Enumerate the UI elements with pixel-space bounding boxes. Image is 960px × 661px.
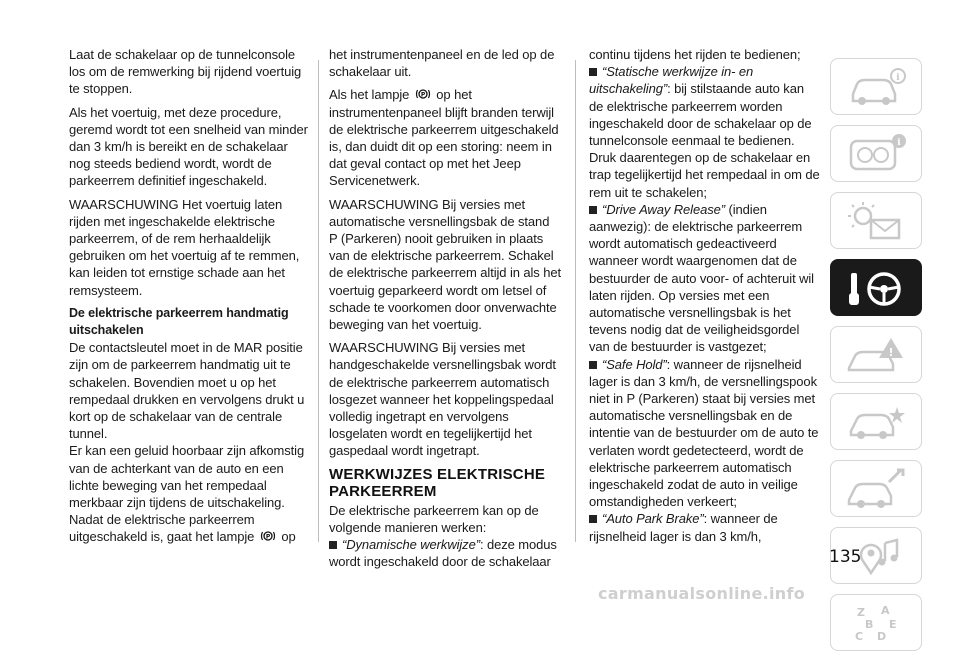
bullet-icon [589, 206, 597, 214]
text-column-1 [69, 46, 309, 546]
bullet-text: : bij stilstaande auto kan de elektrische parkeerrem worden ingeschakeld door de schakelaar op de tunnelconsole eenmaal te bedienen. Druk daarentegen op de schakelaar en trap tegelijkertijd het rempedaal in om de rem uit te schakelen; [589, 81, 820, 200]
bullet-title: “Safe Hold” [602, 356, 667, 372]
bullet-icon [329, 541, 337, 549]
bullet-icon [589, 68, 597, 76]
brake-warning-icon [260, 530, 276, 542]
svg-text:B: B [865, 617, 874, 631]
tab-starting-driving[interactable] [830, 259, 922, 316]
chapter-tabs [830, 58, 922, 661]
bullet-title: “Statische werkwijze in- en uitschakeling” [589, 64, 754, 97]
paragraph-text: op [281, 529, 296, 545]
car-emergency-icon [841, 399, 911, 445]
subheading: De elektrische parkeerrem handmatig uitschakelen [69, 305, 289, 338]
warning-paragraph: WAARSCHUWING Bij versies met handgeschakelde versnellingsbak wordt de elektrische parkeerrem automatisch losgezet wanneer het koppelingspedaal volledig ingetrapt en vervolgens losgelaten wordt en tegelijkertijd het gaspedaal wordt ingetrapt. [329, 340, 556, 459]
key-steering-icon [841, 265, 911, 311]
bullet-text: : wanneer de rijsnelheid lager is dan 3 km/h, de versnellingspook niet in P (Parkeren) staat bij versies met automatische versnellingsbak en de intentie van de bestuurder om de auto te verlaten wordt gedetecteerd, wordt de elektrische parkeerrem automatisch ingeschakeld zodat de auto in veilige omstandigheden verkeert; [589, 356, 819, 510]
paragraph: De contactsleutel moet in de MAR positie zijn om de parkeerrem handmatig uit te schakelen. Bovendien moet u op het rempedaal drukken en vervolgens drukt u kort op de schakelaar van de centrale tunnel. [69, 340, 305, 442]
dashboard-info-icon [841, 131, 911, 177]
svg-text:E: E [889, 617, 897, 631]
svg-text:i: i [896, 72, 900, 83]
tab-car-info[interactable] [830, 58, 922, 115]
svg-text:P: P [420, 91, 425, 99]
tab-dashboard[interactable] [830, 125, 922, 182]
bullet-icon [589, 361, 597, 369]
car-info-icon [841, 64, 911, 110]
page-number: 135 [829, 547, 862, 567]
warning-paragraph: WAARSCHUWING Het voertuig laten rijden met ingeschakelde elektrische parkeerrem, of de rem herhaaldelijk gebruiken om het voertuig af te remmen, kan leiden tot ernstige schade aan het remsysteem. [69, 196, 300, 298]
bullet-item [329, 536, 561, 570]
svg-text:D: D [877, 629, 887, 643]
paragraph [69, 511, 309, 545]
paragraph [329, 86, 561, 189]
paragraph-text: Als het lampje [329, 87, 410, 103]
paragraph: het instrumentenpaneel en de led op de schakelaar uit. [329, 47, 555, 80]
column-divider [318, 60, 319, 542]
tab-service[interactable] [830, 460, 922, 517]
section-heading: WERKWIJZES ELEKTRISCHE PARKEERREM [329, 465, 546, 500]
bullet-item [589, 201, 821, 356]
paragraph: Laat de schakelaar op de tunnelconsole los om de remwerking bij rijdend voertuig te stoppen. [69, 47, 302, 97]
column-divider [575, 60, 576, 542]
bullet-title: “Drive Away Release” [602, 201, 725, 217]
index-icon [841, 600, 911, 646]
text-column-3 [589, 46, 821, 545]
bullet-item [589, 510, 821, 544]
bullet-item [589, 356, 821, 511]
svg-text:Z: Z [857, 605, 865, 619]
car-service-icon [841, 466, 911, 512]
bullet-text: (indien aanwezig): de elektrische parkeerrem wordt automatisch gedeactiveerd wanneer wordt waargenomen dat de bestuurder de auto voor- of achteruit wil laten rijden. Op versies met een automatische versnellingsbak is het tevens nodig dat de veiligheidsgordel van de bestuurder is vastgezet; [589, 201, 814, 355]
tab-safety[interactable] [830, 326, 922, 383]
paragraph-text: Nadat de elektrische parkeerrem uitgeschakeld is, gaat het lampje [69, 512, 255, 545]
car-warning-icon [841, 332, 911, 378]
paragraph-text: op het instrumentenpaneel blijft branden terwijl de elektrische parkeerrem uitgeschakeld is, dan duidt dit op een storing: neem in dat geval contact op met het Jeep Servicenetwerk. [329, 87, 559, 189]
paragraph: De elektrische parkeerrem kan op de volgende manieren werken: [329, 502, 539, 535]
brake-warning-icon [415, 88, 431, 100]
bullet-icon [589, 515, 597, 523]
svg-text:P: P [265, 533, 270, 541]
svg-text:!: ! [888, 345, 894, 359]
bullet-title: “Auto Park Brake” [602, 511, 704, 527]
bullet-text: : deze modus wordt ingeschakeld door de schakelaar [329, 537, 557, 570]
paragraph: continu tijdens het rijden te bedienen; [589, 47, 801, 62]
tab-lights[interactable] [830, 192, 922, 249]
tab-emergency[interactable] [830, 393, 922, 450]
lights-mail-icon [841, 198, 911, 244]
paragraph: Er kan een geluid hoorbaar zijn afkomstig van de achterkant van de auto en een lichte beweging van het rempedaal merkbaar zijn tijdens de uitschakeling. [69, 443, 305, 511]
bullet-item [589, 63, 821, 201]
paragraph: Als het voertuig, met deze procedure, geremd wordt tot een snelheid van minder dan 3 km/h is bereikt en de schakelaar nog steeds bediend wordt, wordt de parkeerrem definitief ingeschakeld. [69, 104, 308, 189]
bullet-title: “Dynamische werkwijze” [342, 537, 480, 553]
tab-index[interactable] [830, 594, 922, 651]
svg-text:A: A [881, 603, 890, 617]
svg-text:i: i [897, 137, 901, 148]
watermark: carmanualsonline.info [598, 584, 806, 603]
svg-text:C: C [855, 629, 864, 643]
warning-paragraph: WAARSCHUWING Bij versies met automatische versnellingsbak de stand P (Parkeren) nooit gebruiken in plaats van de elektrische parkeerrem. Schakel de elektrische parkeerrem altijd in als het voertuig geparkeerd wordt om letsel of schade te voorkomen door onverwachte beweging van het voertuig. [329, 196, 561, 333]
bullet-text: : wanneer de rijsnelheid lager is dan 3 km/h, [589, 511, 778, 544]
text-column-2 [329, 46, 561, 570]
